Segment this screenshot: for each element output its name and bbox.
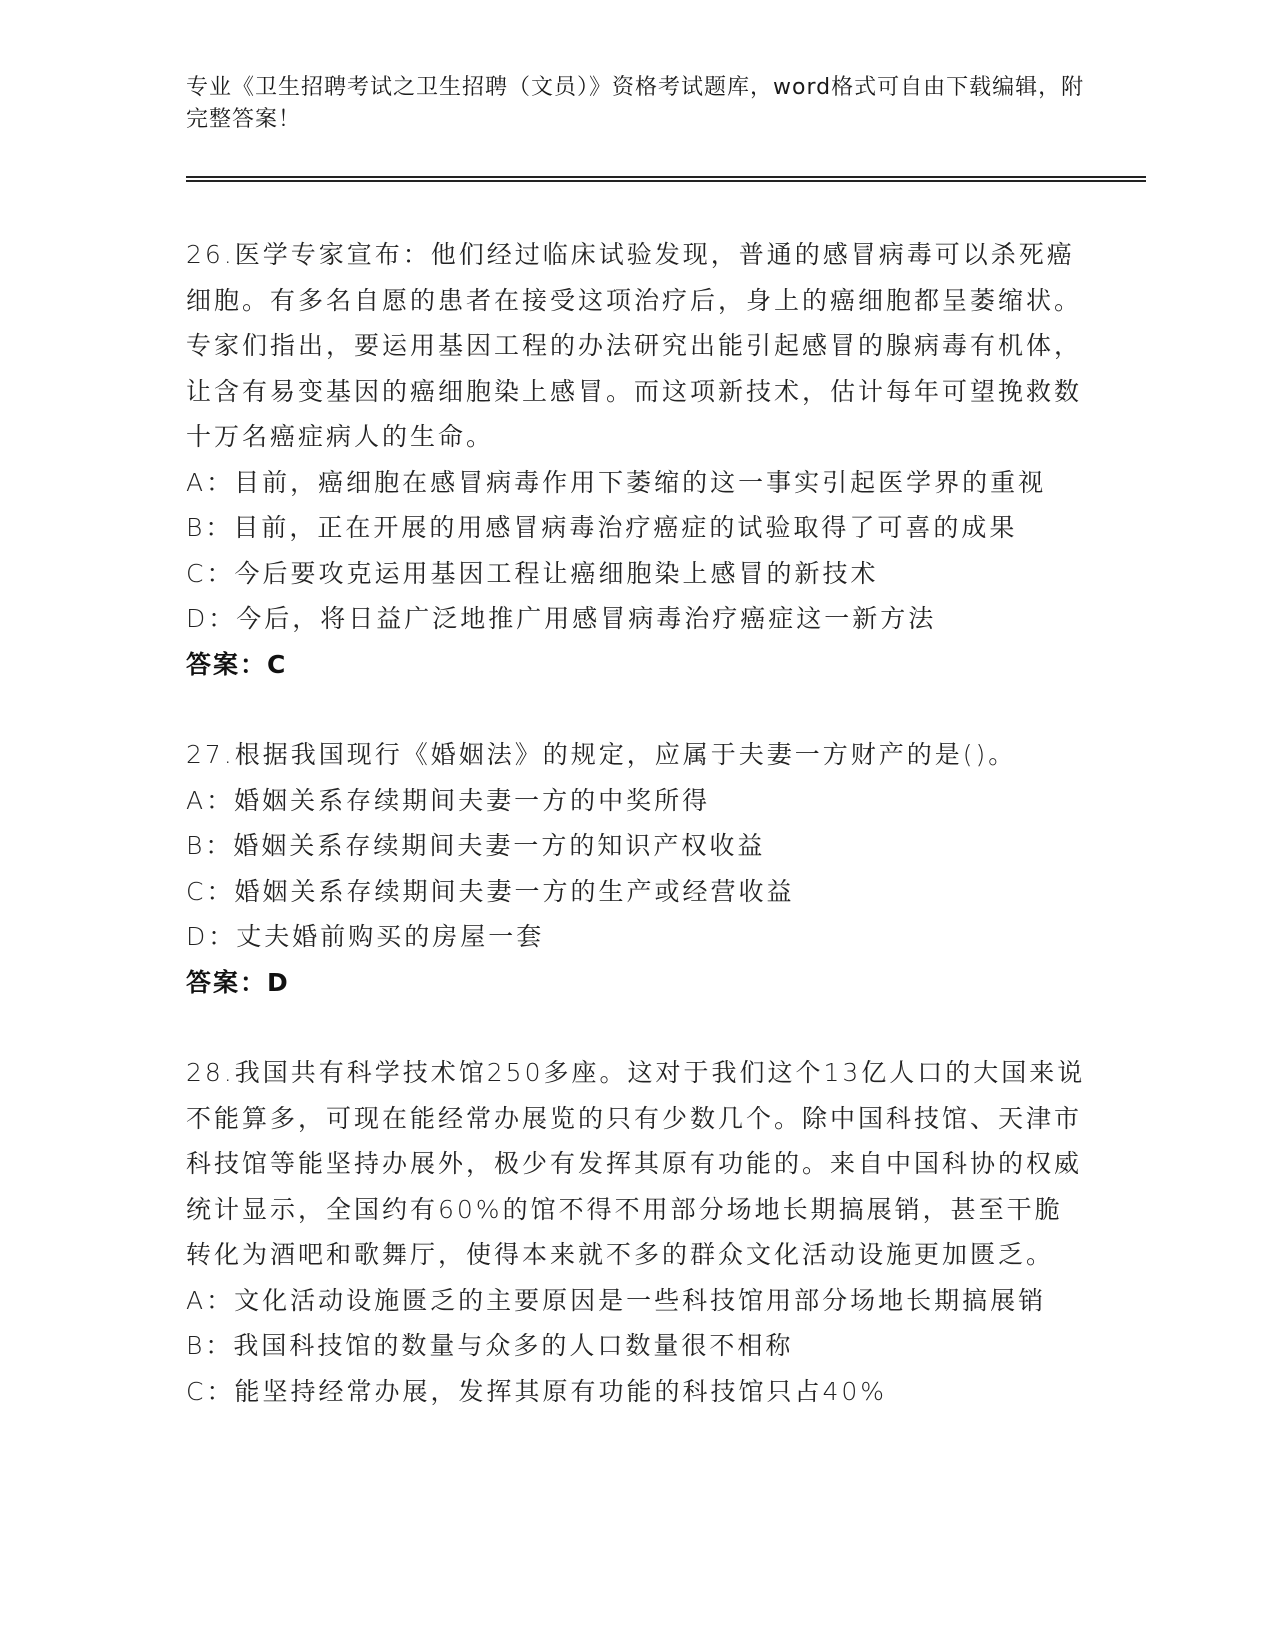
option-a: A：文化活动设施匮乏的主要原因是一些科技馆用部分场地长期搞展销 bbox=[186, 1285, 1047, 1315]
option-b: B：目前，正在开展的用感冒病毒治疗癌症的试验取得了可喜的成果 bbox=[186, 513, 1018, 542]
question-28 bbox=[186, 1050, 1086, 1414]
option-a: A：婚姻关系存续期间夫妻一方的中奖所得 bbox=[186, 785, 711, 815]
option-a: A：目前，癌细胞在感冒病毒作用下萎缩的这一事实引起医学界的重视 bbox=[186, 467, 1047, 497]
question-list bbox=[186, 232, 1086, 1414]
header-divider bbox=[186, 176, 1146, 182]
question-27 bbox=[186, 732, 1086, 1005]
answer: 答案：C bbox=[186, 649, 288, 679]
option-d: D：丈夫婚前购买的房屋一套 bbox=[186, 922, 545, 951]
answer: 答案：D bbox=[186, 967, 290, 997]
option-c: C：今后要攻克运用基因工程让癌细胞染上感冒的新技术 bbox=[186, 558, 879, 588]
option-c: C：能坚持经常办展，发挥其原有功能的科技馆只占40% bbox=[186, 1376, 888, 1406]
option-b: B：婚姻关系存续期间夫妻一方的知识产权收益 bbox=[186, 831, 766, 860]
question-26 bbox=[186, 232, 1086, 687]
question-stem: 27.根据我国现行《婚姻法》的规定，应属于夫妻一方财产的是()。 bbox=[186, 740, 1017, 769]
option-c: C：婚姻关系存续期间夫妻一方的生产或经营收益 bbox=[186, 876, 795, 906]
option-d: D：今后，将日益广泛地推广用感冒病毒治疗癌症这一新方法 bbox=[186, 604, 937, 633]
document-header: 专业《卫生招聘考试之卫生招聘（文员）》资格考试题库，word格式可自由下载编辑，附完整答案！ bbox=[186, 75, 1085, 132]
question-stem: 26.医学专家宣布：他们经过临床试验发现，普通的感冒病毒可以杀死癌细胞。有多名自愿的患者在接受这项治疗后，身上的癌细胞都呈萎缩状。专家们指出，要运用基因工程的办法研究出能引起感冒的腺病毒有机体，让含有易变基因的癌细胞染上感冒。而这项新技术，估计每年可望挽救数十万名癌症病人的生命。 bbox=[186, 240, 1083, 451]
option-b: B：我国科技馆的数量与众多的人口数量很不相称 bbox=[186, 1331, 794, 1360]
question-stem: 28.我国共有科学技术馆250多座。这对于我们这个13亿人口的大国来说不能算多，可现在能经常办展览的只有少数几个。除中国科技馆、天津市科技馆等能坚持办展外，极少有发挥其原有功能的。来自中国科协的权威统计显示，全国约有60%的馆不得不用部分场地长期搞展销，甚至干脆转化为酒吧和歌舞厅，使得本来就不多的群众文化活动设施更加匮乏。 bbox=[186, 1058, 1086, 1269]
